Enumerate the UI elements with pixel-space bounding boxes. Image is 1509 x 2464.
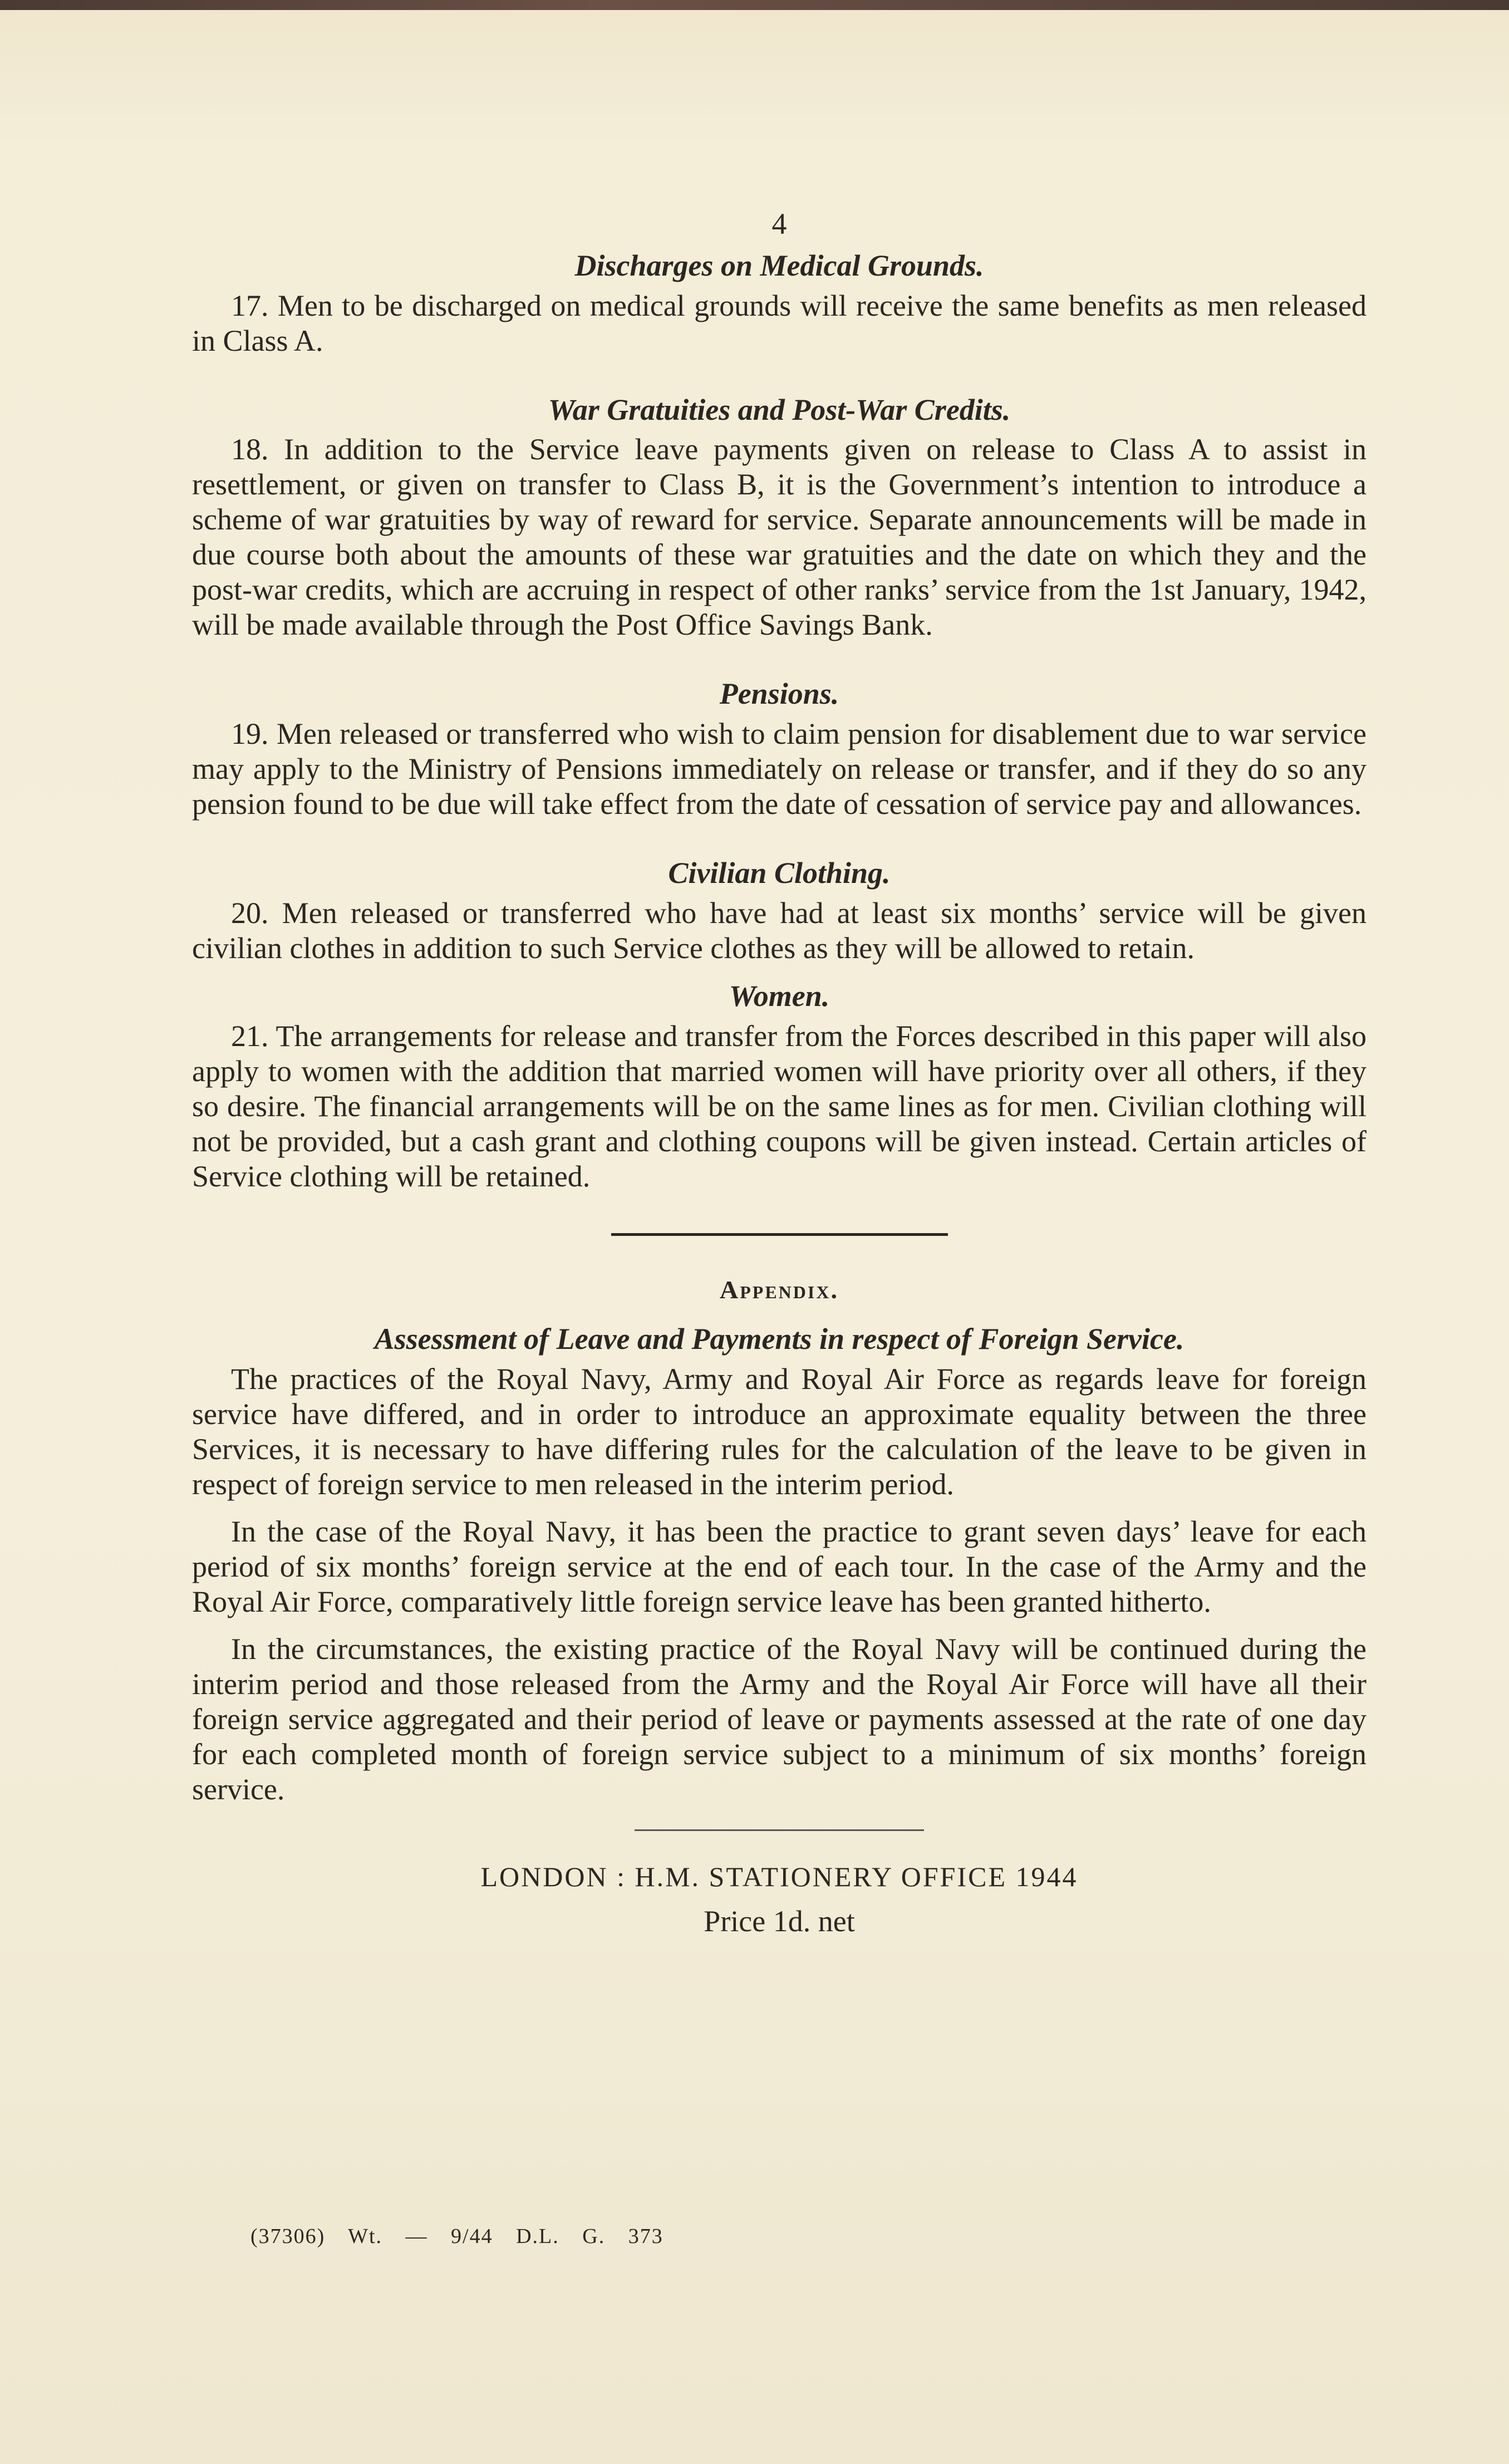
print-code: (37306) Wt. — 9/44 D.L. G. 373 (250, 2225, 663, 2248)
page-content (192, 206, 1367, 1942)
paragraph-19: 19. Men released or transferred who wish to claim pension for disablement due to war service may apply to the Ministry of Pensions immediately on release or transfer, and if they do so any pension found to be due will take effect from the date of cessation of service pay and allowances. (192, 717, 1367, 821)
footer-divider (635, 1829, 924, 1831)
heading-war-gratuities: War Gratuities and Post-War Credits. (548, 392, 1011, 426)
paragraph-18: 18. In addition to the Service leave payments given on release to Class A to assist in resettlement, or given on transfer to Class B, it is the Government’s intention to introduce a scheme of war gratuities by way of reward for service. Separate announcements will be made in due course both about the amounts of these war gratuities and the date on which they and the post-war credits, which are accruing in respect of other ranks’ service from the 1st January, 1942, will be made available through the Post Office Savings Bank. (192, 433, 1367, 642)
publisher-imprint: LONDON : H.M. STATIONERY OFFICE 1944 (480, 1861, 1078, 1892)
page-number: 4 (771, 207, 787, 240)
heading-women: Women. (729, 979, 830, 1013)
paragraph-21: 21. The arrangements for release and transfer from the Forces described in this paper will also apply to women with the addition that married women will have priority over all others, if they so desire. The financial arrangements will be on the same lines as for men. Civilian clothing will not be provided, but a cash grant and clothing coupons will be given instead. Certain articles of Service clothing will be retained. (192, 1019, 1367, 1193)
paragraph-20: 20. Men released or transferred who have had at least six months’ service will be given civilian clothes in addition to such Service clothes as they will be allowed to retain. (192, 896, 1367, 965)
price-line: Price 1d. net (704, 1904, 855, 1938)
heading-medical-grounds: Discharges on Medical Grounds. (574, 248, 984, 282)
appendix-paragraph-1: The practices of the Royal Navy, Army and Royal Air Force as regards leave for foreign service have differed, and in order to introduce an approximate equality between the three Services, it is necessary to have differing rules for the calculation of the leave to be given in respect of foreign service to men released in the interim period. (192, 1362, 1367, 1501)
appendix-heading: Assessment of Leave and Payments in respect of Foreign Service. (374, 1322, 1184, 1356)
appendix-paragraph-3: In the circumstances, the existing practice of the Royal Navy will be continued during the interim period and those released from the Army and the Royal Air Force will have all their foreign service aggregated and their period of leave or payments assessed at the rate of one day for each completed month of foreign service subject to a minimum of six months’ foreign service. (192, 1632, 1367, 1806)
appendix-title: Appendix. (720, 1275, 839, 1304)
heading-civilian-clothing: Civilian Clothing. (668, 856, 891, 890)
page-top-edge (0, 0, 1509, 10)
appendix-paragraph-2: In the case of the Royal Navy, it has been the practice to grant seven days’ leave for each period of six months’ foreign service at the end of each tour. In the case of the Army and the Royal Air Force, comparatively little foreign service leave has been granted hitherto. (192, 1514, 1367, 1618)
heading-pensions: Pensions. (719, 677, 839, 711)
section-divider (611, 1233, 948, 1236)
paragraph-17: 17. Men to be discharged on medical grounds will receive the same benefits as men released in Class A. (192, 288, 1367, 357)
